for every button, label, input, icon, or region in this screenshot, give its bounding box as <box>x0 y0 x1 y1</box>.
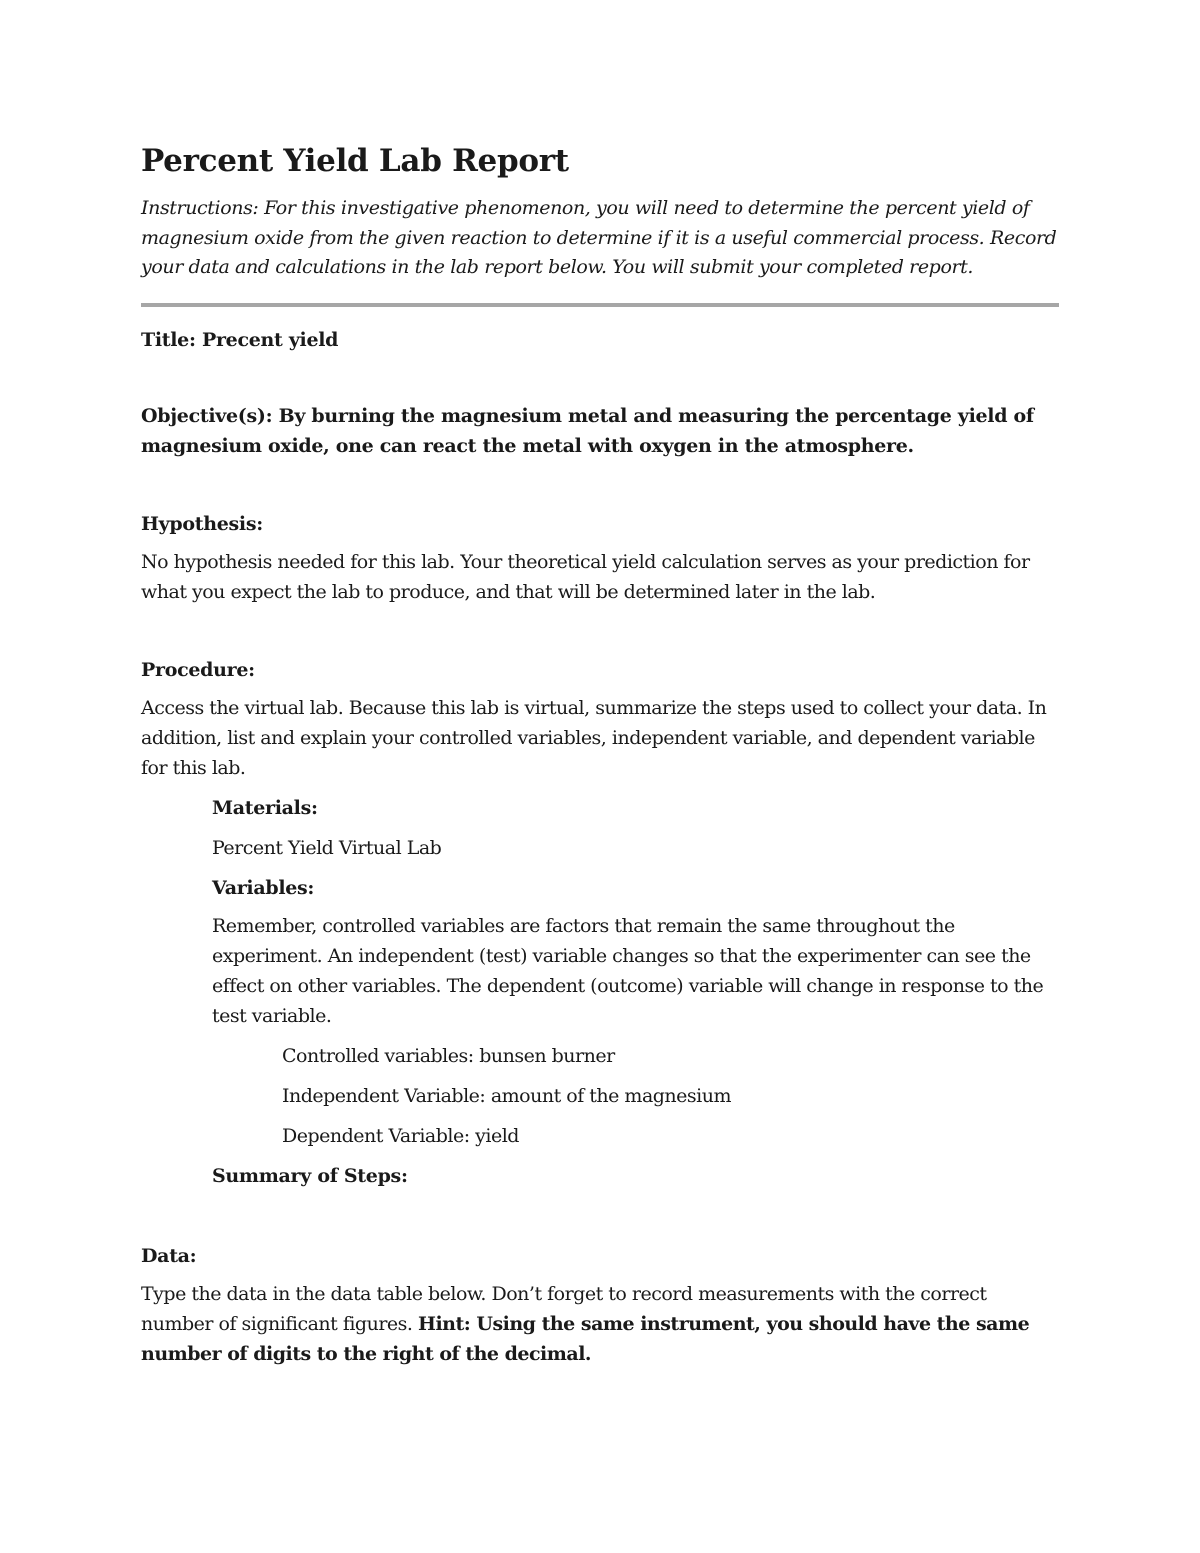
data-heading: Data: <box>141 1244 197 1267</box>
report-title: Title: Precent yield <box>141 328 339 351</box>
variables-text: Remember, controlled variables are factors that remain the same throughout the experiment. An independent (test) variable changes so that the experimenter can see the effect on other variables. The dependent (outcome) variable will change in response to the test variable. <box>212 914 1044 1027</box>
data-hint: Hint: Using the same instrument, you should have the same number of digits to the right of the decimal. <box>141 1312 1030 1365</box>
hypothesis-heading: Hypothesis: <box>141 512 263 535</box>
hypothesis-text: No hypothesis needed for this lab. Your theoretical yield calculation serves as your prediction for what you expect the lab to produce, and that will be determined later in the lab. <box>141 550 1030 603</box>
document-title: Percent Yield Lab Report <box>141 143 569 179</box>
controlled-variables: Controlled variables: bunsen burner <box>282 1044 615 1067</box>
procedure-text: Access the virtual lab. Because this lab is virtual, summarize the steps used to collect your data. In addition, list and explain your controlled variables, independent variable, and dependent variable for this lab. <box>141 696 1047 779</box>
procedure-heading: Procedure: <box>141 658 255 681</box>
dependent-variable: Dependent Variable: yield <box>282 1124 519 1147</box>
horizontal-divider <box>141 303 1059 307</box>
data-instructions: Type the data in the data table below. Don’t forget to record measurements with the correct number of significant figures. <box>141 1282 987 1335</box>
summary-of-steps-heading: Summary of Steps: <box>212 1164 408 1187</box>
data-text <box>141 1279 1059 1369</box>
materials-heading: Materials: <box>212 796 318 819</box>
objective-text: Objective(s): By burning the magnesium metal and measuring the percentage yield of magnesium oxide, one can react the metal with oxygen in the atmosphere. <box>141 404 1034 457</box>
materials-text: Percent Yield Virtual Lab <box>212 836 442 859</box>
instructions-text: Instructions: For this investigative phenomenon, you will need to determine the percent yield of magnesium oxide from the given reaction to determine if it is a useful commercial process. Record your data and calculations in the lab report below. You will submit your completed report. <box>141 197 1057 278</box>
document-page <box>141 138 1059 1369</box>
independent-variable: Independent Variable: amount of the magnesium <box>282 1084 731 1107</box>
variables-heading: Variables: <box>212 876 315 899</box>
